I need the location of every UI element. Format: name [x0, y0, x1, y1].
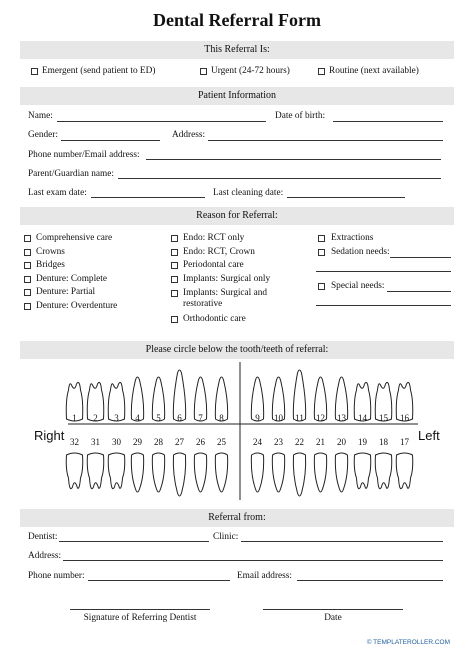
tooth-21[interactable] — [314, 453, 326, 492]
dentist-field[interactable] — [59, 541, 209, 542]
tooth-number-17[interactable]: 17 — [400, 437, 409, 447]
reason-header: Reason for Referral: — [20, 207, 454, 225]
tooth-24[interactable] — [251, 453, 263, 492]
patient-info-header: Patient Information — [20, 87, 454, 105]
tooth-number-19[interactable]: 19 — [358, 437, 367, 447]
tooth-number-21[interactable]: 21 — [316, 437, 325, 447]
referral-email-field[interactable] — [297, 580, 443, 581]
tooth-chart-header: Please circle below the tooth/teeth of referral: — [20, 341, 454, 359]
tooth-number-22[interactable]: 22 — [295, 437, 304, 447]
tooth-number-4[interactable]: 4 — [135, 413, 140, 423]
tooth-number-11[interactable]: 11 — [295, 413, 304, 423]
name-label: Name: — [28, 111, 53, 121]
guardian-label: Parent/Guardian name: — [28, 169, 114, 179]
tooth-number-6[interactable]: 6 — [177, 413, 182, 423]
endo-rct-only-label: Endo: RCT only — [183, 233, 245, 243]
tooth-number-26[interactable]: 26 — [196, 437, 205, 447]
tooth-number-27[interactable]: 27 — [175, 437, 184, 447]
tooth-number-29[interactable]: 29 — [133, 437, 142, 447]
tooth-20[interactable] — [335, 453, 347, 492]
extractions-label: Extractions — [331, 233, 374, 243]
tooth-number-9[interactable]: 9 — [255, 413, 260, 423]
tooth-30[interactable] — [108, 453, 125, 489]
tooth-26[interactable] — [194, 453, 206, 492]
signature-field[interactable] — [70, 609, 210, 610]
gender-label: Gender: — [28, 130, 58, 140]
date-label: Date — [324, 613, 342, 623]
template-credit: © TEMPLATEROLLER.COM — [366, 639, 450, 646]
referral-email-label: Email address: — [237, 571, 292, 581]
tooth-22[interactable] — [293, 453, 305, 496]
tooth-28[interactable] — [152, 453, 164, 492]
dentist-label: Dentist: — [28, 532, 58, 542]
tooth-number-13[interactable]: 13 — [337, 413, 346, 423]
denture-partial-label: Denture: Partial — [36, 287, 96, 297]
denture-overdenture-label: Denture: Overdenture — [36, 301, 118, 311]
form-title: Dental Referral Form — [153, 10, 321, 30]
tooth-number-14[interactable]: 14 — [358, 413, 367, 423]
referral-phone-label: Phone number: — [28, 571, 85, 581]
signature-label: Signature of Referring Dentist — [83, 613, 197, 623]
last-exam-label: Last exam date: — [28, 188, 87, 198]
clinic-label: Clinic: — [213, 532, 239, 542]
tooth-number-16[interactable]: 16 — [400, 413, 409, 423]
routine-label: Routine (next available) — [329, 66, 419, 76]
tooth-number-32[interactable]: 32 — [70, 437, 79, 447]
implants-surgical-label: Implants: Surgical only — [183, 274, 271, 284]
tooth-31[interactable] — [87, 453, 104, 489]
tooth-number-20[interactable]: 20 — [337, 437, 346, 447]
tooth-27[interactable] — [173, 453, 185, 496]
referral-address-label: Address: — [28, 551, 62, 561]
tooth-23[interactable] — [272, 453, 284, 492]
tooth-25[interactable] — [215, 453, 227, 492]
comprehensive-care-label: Comprehensive care — [36, 233, 113, 243]
urgent-label: Urgent (24-72 hours) — [211, 66, 290, 76]
tooth-number-8[interactable]: 8 — [219, 413, 224, 423]
tooth-32[interactable] — [66, 453, 83, 489]
clinic-field[interactable] — [241, 541, 443, 542]
tooth-number-15[interactable]: 15 — [379, 413, 388, 423]
tooth-number-23[interactable]: 23 — [274, 437, 283, 447]
tooth-number-7[interactable]: 7 — [198, 413, 203, 423]
tooth-17[interactable] — [396, 453, 413, 489]
dob-label: Date of birth: — [275, 111, 326, 121]
special-needs-label: Special needs: — [331, 281, 385, 291]
date-field[interactable] — [263, 609, 403, 610]
referral-from-header: Referral from: — [20, 509, 454, 527]
tooth-number-24[interactable]: 24 — [253, 437, 262, 447]
tooth-number-5[interactable]: 5 — [156, 413, 161, 423]
periodontal-care-label: Periodontal care — [183, 260, 244, 270]
tooth-19[interactable] — [354, 453, 371, 489]
right-side-label: Right — [34, 428, 65, 443]
left-side-label: Left — [418, 428, 440, 443]
implants-restorative-label: Implants: Surgical and restorative — [183, 288, 268, 309]
last-cleaning-label: Last cleaning date: — [213, 188, 284, 198]
referral-address-field[interactable] — [63, 560, 443, 561]
referral-phone-field[interactable] — [88, 580, 230, 581]
phone-email-label: Phone number/Email address: — [28, 150, 140, 160]
tooth-number-31[interactable]: 31 — [91, 437, 100, 447]
referral-type-header: This Referral Is: — [20, 41, 454, 59]
tooth-number-28[interactable]: 28 — [154, 437, 163, 447]
tooth-number-3[interactable]: 3 — [114, 413, 119, 423]
tooth-number-30[interactable]: 30 — [112, 437, 121, 447]
address-label: Address: — [172, 130, 206, 140]
orthodontic-care-label: Orthodontic care — [183, 314, 246, 324]
tooth-number-2[interactable]: 2 — [93, 413, 98, 423]
tooth-number-1[interactable]: 1 — [72, 413, 77, 423]
tooth-number-10[interactable]: 10 — [274, 413, 283, 423]
bridges-label: Bridges — [36, 260, 65, 270]
tooth-18[interactable] — [375, 453, 392, 489]
sedation-label: Sedation needs: — [331, 247, 390, 257]
tooth-number-25[interactable]: 25 — [217, 437, 226, 447]
denture-complete-label: Denture: Complete — [36, 274, 107, 284]
crowns-label: Crowns — [36, 247, 65, 257]
endo-rct-crown-label: Endo: RCT, Crown — [183, 247, 255, 257]
emergent-label: Emergent (send patient to ED) — [42, 66, 156, 76]
tooth-number-12[interactable]: 12 — [316, 413, 325, 423]
tooth-number-18[interactable]: 18 — [379, 437, 388, 447]
tooth-29[interactable] — [131, 453, 143, 492]
